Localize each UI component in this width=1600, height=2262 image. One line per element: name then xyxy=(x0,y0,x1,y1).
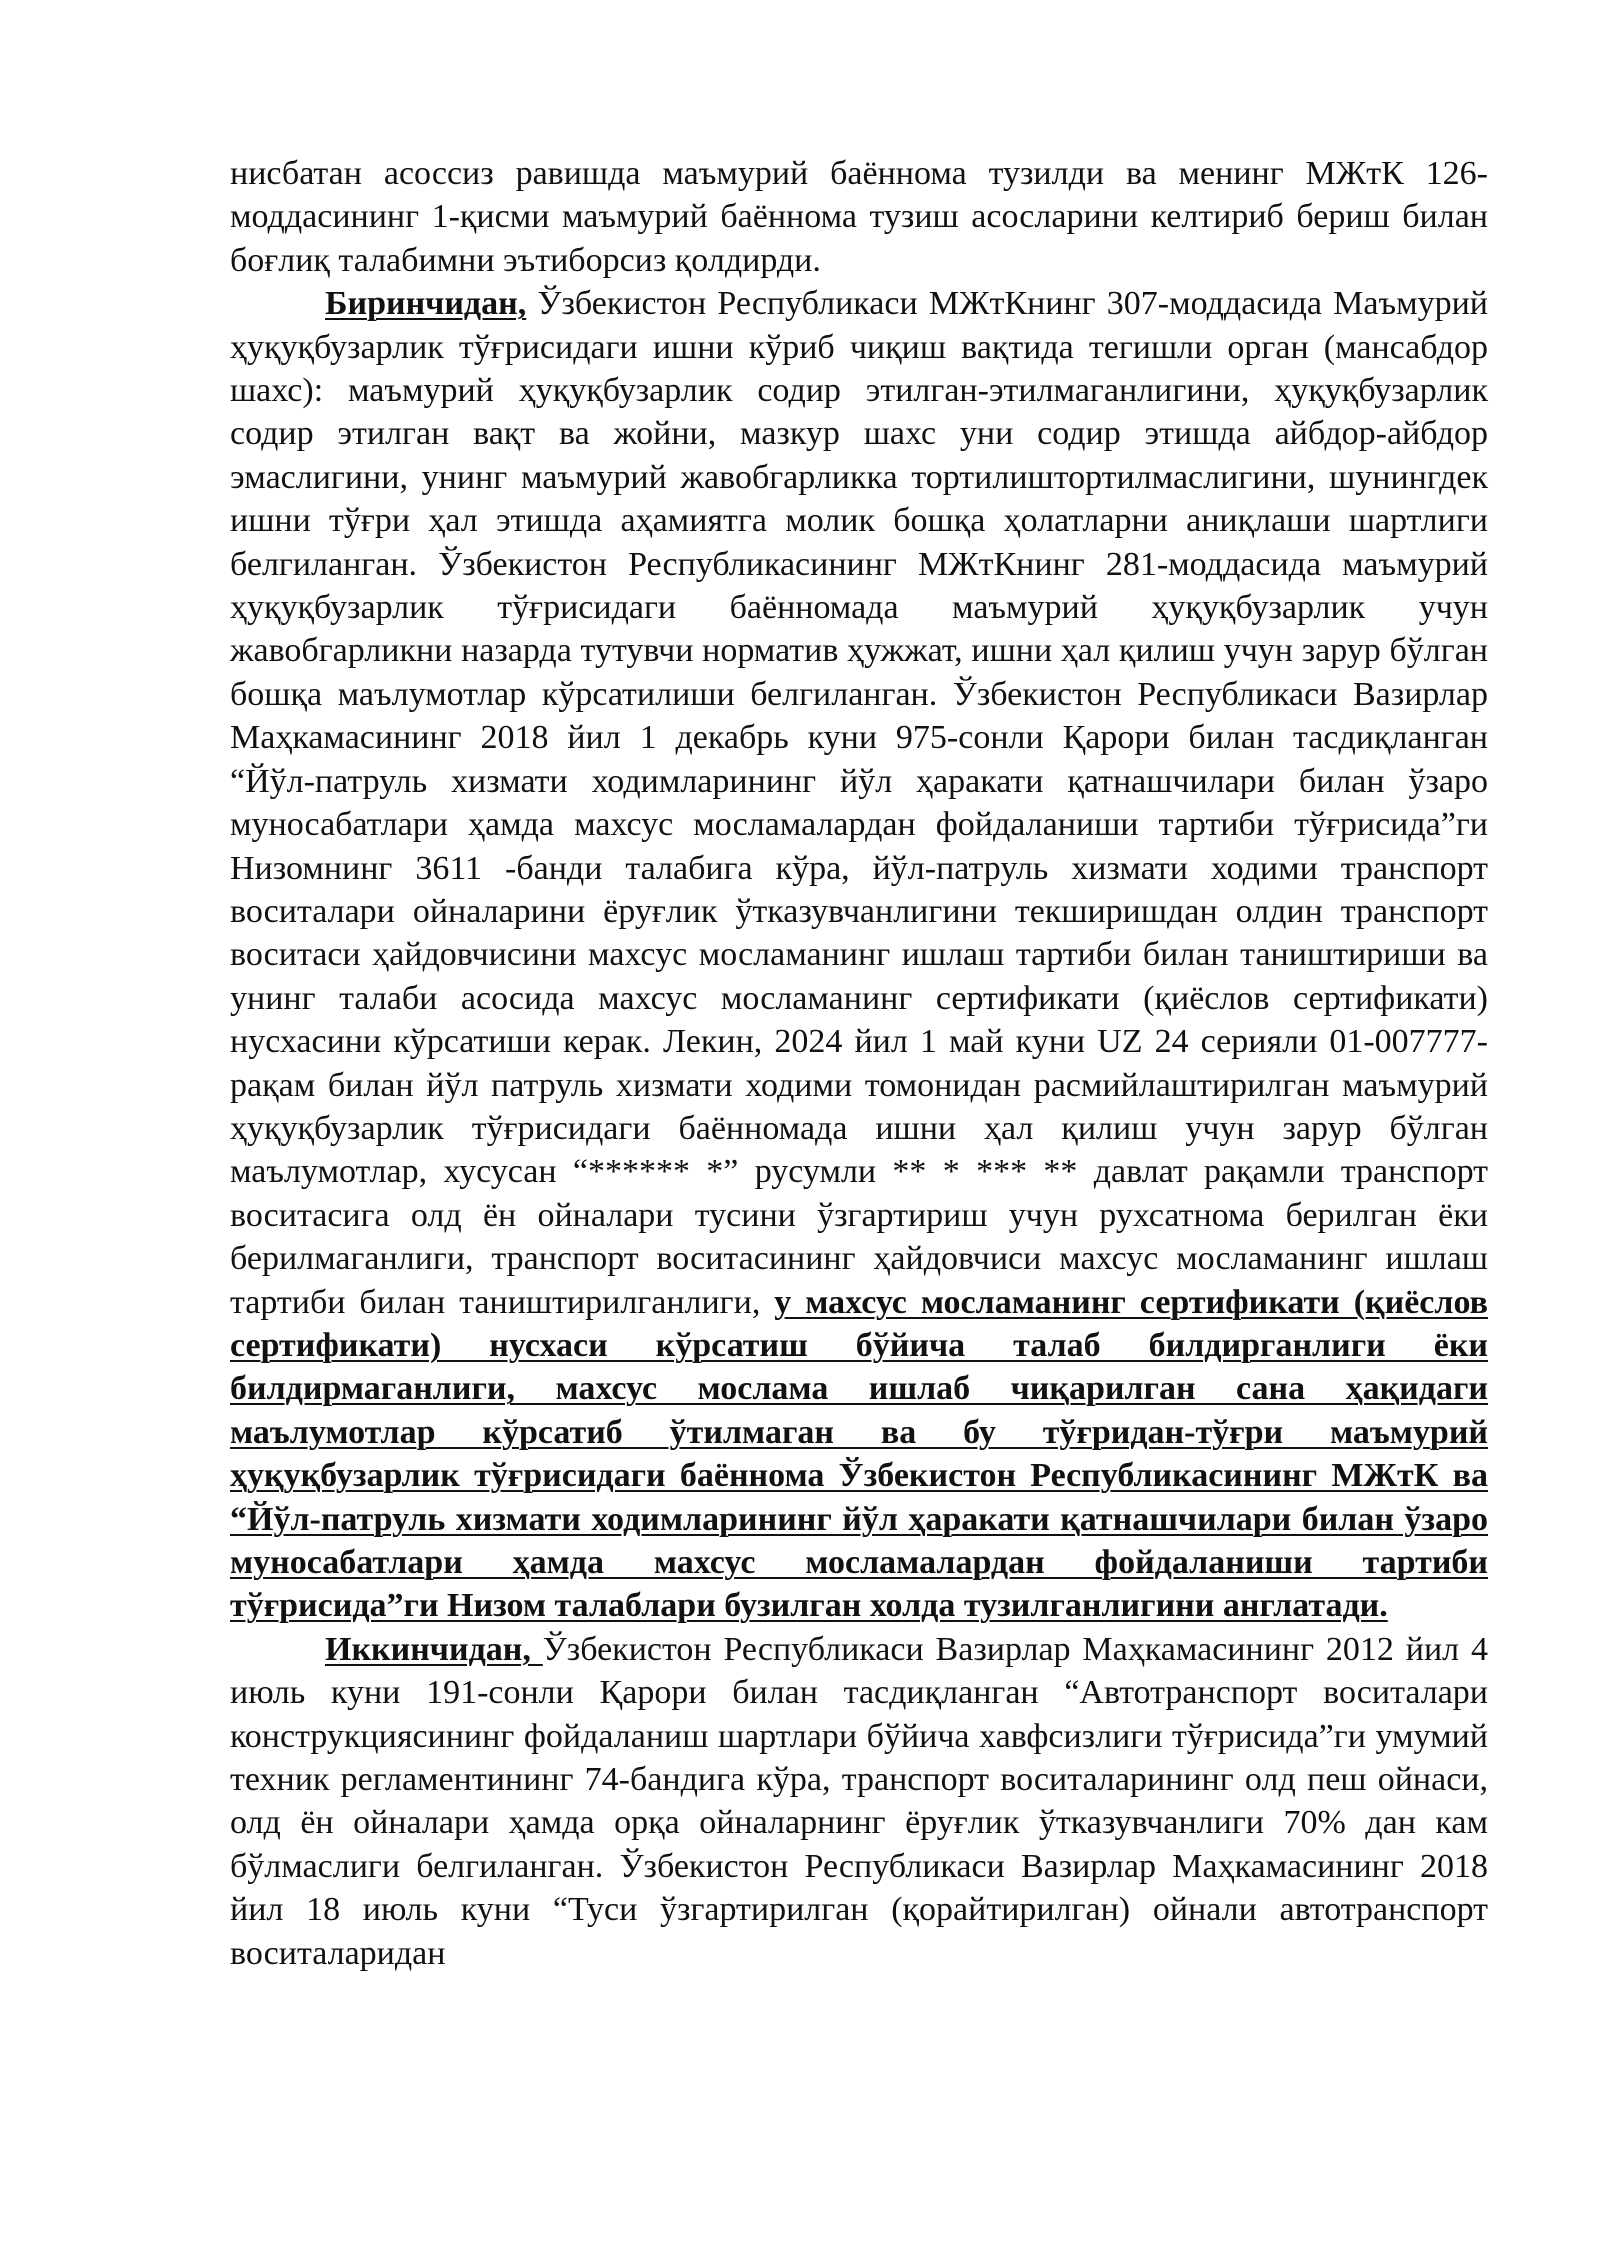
paragraph-intro xyxy=(230,152,1488,282)
paragraph-first-argument xyxy=(230,282,1488,1628)
document-page xyxy=(230,152,1488,1975)
paragraph-second-argument xyxy=(230,1628,1488,1975)
paragraph-text: нисбатан асоссиз равишда маъмурий баённома тузилди ва менинг МЖтК 126-моддасининг 1-қисми маъмурий баённома тузиш асосларини келтириб бериш билан боғлиқ талабимни эътиборсиз қолдирди. xyxy=(230,155,1488,279)
emphasized-conclusion: у махсус мосламанинг сертификати (қиёслов сертификати) нусхаси кўрсатиш бўйича талаб билдирганлиги ёки билдирмаганлиги, махсус мослама ишлаб чиқарилган сана ҳақидаги маълумотлар кўрсатиб ўтилмаган ва бу тўғридан-тўғри маъмурий ҳуқуқбузарлик тўғрисидаги баённома Ўзбекистон Республикасининг МЖтК ва “Йўл-патруль хизмати ходимларининг йўл ҳаракати қатнашчилари билан ўзаро муносабатлари ҳамда махсус мосламалардан фойдаланиши тартиби тўғрисида”ги Низом талаблари бузилган холда тузилганлигини англатади. xyxy=(230,1283,1488,1625)
paragraph-lead-heading: Иккинчидан, xyxy=(325,1630,543,1668)
paragraph-text: Ўзбекистон Республикаси Вазирлар Маҳкамасининг 2012 йил 4 июль куни 191-сонли Қарори билан тасдиқланган “Автотранспорт воситалари конструкциясининг фойдаланиш шартлари бўйича хавфсизлиги тўғрисида”ги умумий техник регламентининг 74-бандига кўра, транспорт воситаларининг олд пеш ойнаси, олд ён ойналари ҳамда орқа ойналарнинг ёруғлик ўтказувчанлиги 70% дан кам бўлмаслиги белгиланган. Ўзбекистон Республикаси Вазирлар Маҳкамасининг 2018 йил 18 июль куни “Туси ўзгартирилган (қорайтирилган) ойнали автотранспорт воситаларидан xyxy=(230,1630,1488,1972)
paragraph-lead-heading: Биринчидан, xyxy=(325,285,527,323)
paragraph-text: Ўзбекистон Республикаси МЖтКнинг 307-моддасида Маъмурий ҳуқуқбузарлик тўғрисидаги ишни кўриб чиқиш вақтида тегишли орган (мансабдор шахс): маъмурий ҳуқуқбузарлик содир этилган-этилмаганлигини, ҳуқуқбузарлик содир этилган вақт ва жойни, мазкур шахс уни содир этишда айбдор-айбдор эмаслигини, унинг маъмурий жавобгарликка тортилиштортилмаслигини, шунингдек ишни тўғри ҳал этишда аҳамиятга молик бошқа ҳолатларни аниқлаши шартлиги белгиланган. Ўзбекистон Республикасининг МЖтКнинг 281-моддасида маъмурий ҳуқуқбузарлик тўғрисидаги баённомада маъмурий ҳуқуқбузарлик учун жавобгарликни назарда тутувчи норматив ҳужжат, ишни ҳал қилиш учун зарур бўлган бошқа маълумотлар кўрсатилиши белгиланган. Ўзбекистон Республикаси Вазирлар Маҳкамасининг 2018 йил 1 декабрь куни 975-сонли Қарори билан тасдиқланган “Йўл-патруль хизмати ходимларининг йўл ҳаракати қатнашчилари билан ўзаро муносабатлари ҳамда махсус мосламалардан фойдаланиши тартиби тўғрисида”ги Низомнинг 3611 -банди талабига кўра, йўл-патруль хизмати ходими транспорт воситалари ойналарини ёруғлик ўтказувчанлигини текширишдан олдин транспорт воситаси ҳайдовчисини махсус мосламанинг ишлаш тартиби билан таништириши ва унинг талаби асосида махсус мосламанинг сертификати (қиёслов сертификати) нусхасини кўрсатиши керак. Лекин, 2024 йил 1 май куни UZ 24 серияли 01-007777-рақам билан йўл патруль хизмати ходими томонидан расмийлаштирилган маъмурий ҳуқуқбузарлик тўғрисидаги баённомада ишни ҳал қилиш учун зарур бўлган маълумотлар, хусусан “****** *” русумли ** * *** ** давлат рақамли транспорт воситасига олд ён ойналари тусини ўзгартириш учун рухсатнома берилган ёки берилмаганлиги, транспорт воситасининг ҳайдовчиси махсус мосламанинг ишлаш тартиби билан таништирилганлиги, xyxy=(230,285,1488,1321)
